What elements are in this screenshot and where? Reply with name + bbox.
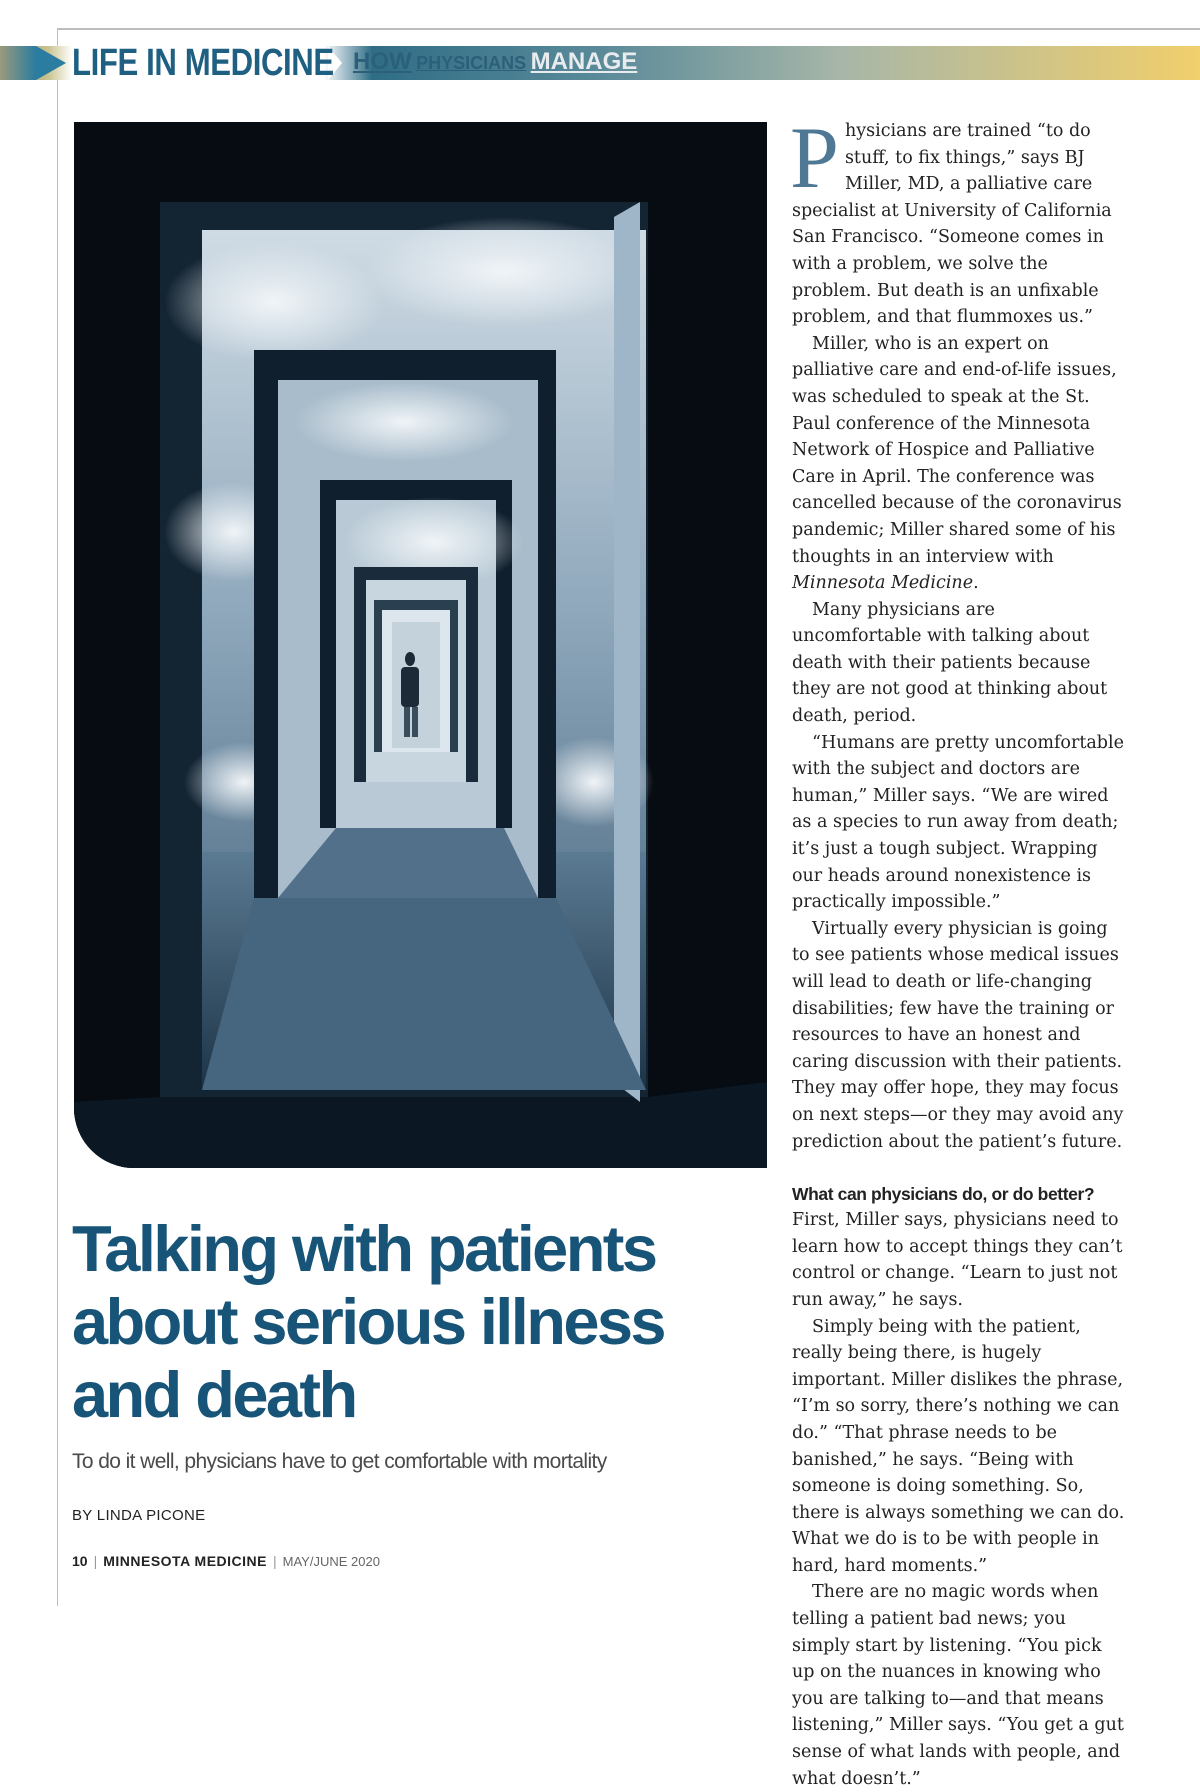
- article-dek: To do it well, physicians have to get comfortable with mortality: [72, 1450, 607, 1473]
- section-subtitle: [353, 48, 637, 79]
- paragraph-4: “Humans are pretty uncomfortable with the subject and doctors are human,” Miller says. “We are wired as a species to run away from death; it’s just a tough subject. Wrapping our heads around nonexistence is practically impossible.”: [792, 732, 1124, 913]
- issue-date: MAY/JUNE 2020: [282, 1554, 380, 1569]
- section-title: LIFE IN MEDICINE: [72, 42, 334, 84]
- subtitle-word-manage: MANAGE: [530, 48, 638, 75]
- subtitle-word-physicians: PHYSICIANS: [416, 53, 527, 73]
- paragraph-6: First, Miller says, physicians need to learn how to accept things they can’t control or change. “Learn to just not run away,” he says.: [792, 1210, 1123, 1310]
- byline: BY LINDA PICONE: [72, 1507, 206, 1524]
- page-frame-top: [57, 28, 1200, 30]
- paragraph-3: Many physicians are uncomfortable with talking about death with their patients because they are not good at thinking about death, period.: [792, 599, 1108, 727]
- article-body: [790, 110, 1126, 1792]
- paragraph-2: Miller, who is an expert on palliative care and end-of-life issues, was scheduled to speak at the St. Paul conference of the Minnesota Network of Hospice and Palliative Care in April. The conference was cancelled because of the coronavirus pandemic; Miller shared some of his thoughts in an interview with Minnesota Medicine.: [792, 333, 1122, 594]
- section-subhead: What can physicians do, or do better?: [792, 1184, 1095, 1205]
- drop-cap: P: [790, 110, 839, 207]
- page-number: 10: [72, 1553, 88, 1569]
- doorways-illustration: [74, 122, 767, 1168]
- subtitle-word-how: HOW: [353, 48, 412, 75]
- paragraph-7: Simply being with the patient, really being there, is hugely important. Miller dislikes the phrase, “I’m so sorry, there’s nothing we can do.” “That phrase needs to be banished,” he says. “Being with someone is doing something. So, there is always something we can do. What we do is to be with people in hard, hard moments.”: [792, 1316, 1125, 1576]
- page-frame-left: [57, 28, 58, 1606]
- paragraph-5: Virtually every physician is going to see patients whose medical issues will lead to death or life-changing disabilities; few have the training or resources to have an honest and caring discussion with their patients. They may offer hope, they may focus on next steps—or they may avoid any prediction about the patient’s future.: [792, 918, 1124, 1152]
- paragraph-1: Physicians are trained “to do stuff, to fix things,” says BJ Miller, MD, a palliative care specialist at University of California San Francisco. “Someone comes in with a problem, we solve the problem. But death is an unfixable problem, and that flummoxes us.”: [790, 110, 1112, 328]
- article-headline: Talking with patients about serious illness and death: [72, 1212, 664, 1431]
- arrow-right-icon: [36, 46, 66, 80]
- arrow-bar: [0, 46, 36, 80]
- magazine-name: MINNESOTA MEDICINE: [103, 1553, 267, 1569]
- paragraph-8: There are no magic words when telling a patient bad news; you simply start by listening. “You pick up on the nuances in knowing who you are talking to—and that means listening,” Miller says. “You get a gut sense of what lands with people, and what doesn’t.”: [792, 1582, 1124, 1789]
- page-footer: 10 | MINNESOTA MEDICINE | MAY/JUNE 2020: [72, 1553, 380, 1569]
